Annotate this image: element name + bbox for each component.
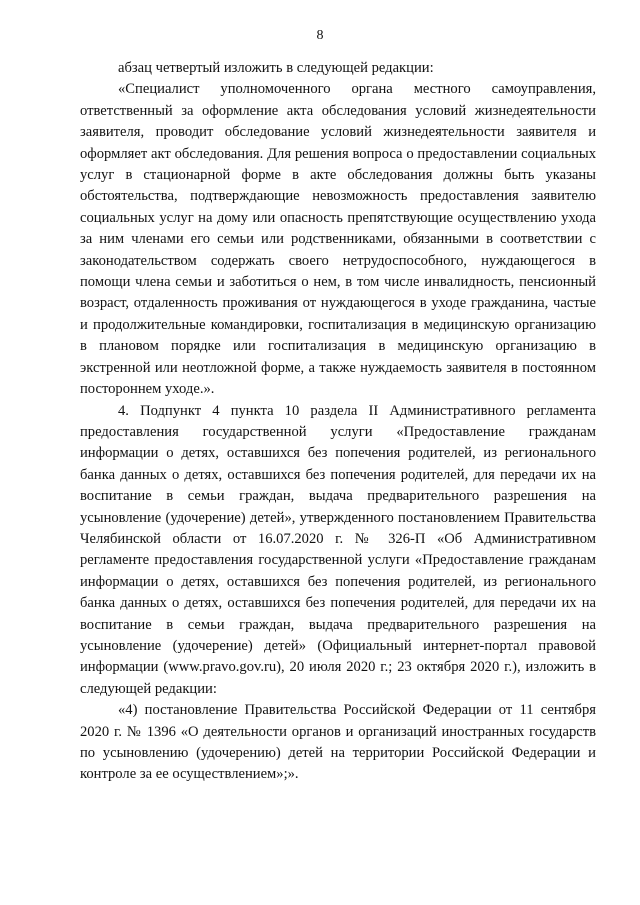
paragraph-quote-resolution: «4) постановление Правительства Российской Федерации от 11 сентября 2020 г. № 1396 «О деятельности органов и организаций иностранных государств по усыновлению (удочерению) детей на территории Российской Федерации и контроле за ее осуществлением»;». [80,702,596,783]
document-body [80,58,596,786]
paragraph-intro: абзац четвертый изложить в следующей редакции: [118,60,434,76]
paragraph-item-4: 4. Подпункт 4 пункта 10 раздела II Административного регламента предоставления государственной услуги «Предоставление гражданам информации о детях, оставшихся без попечения родителей, из регионального банка данных о детях, оставшихся без попечения родителей, для передачи их на воспитание в семьи граждан, выдача предварительного разрешения на усыновление (удочерение) детей», утвержденного постановлением Правительства Челябинской области от 16.07.2020 г. № 326-П «Об Административном регламенте предоставления государственной услуги «Предоставление гражданам информации о детях, оставшихся без попечения родителей, из регионального банка данных о детях, оставшихся без попечения родителей, для передачи их на воспитание в семьи граждан, выдача предварительного разрешения на усыновление (удочерение) детей» (Официальный интернет-портал правовой информации (www.pravo.gov.ru), 20 июля 2020 г.; 23 октября 2020 г.), изложить в следующей редакции: [80,402,596,697]
page-number: 8 [316,28,324,43]
paragraph-quote-specialist: «Специалист уполномоченного органа местного самоуправления, ответственный за оформление акта обследования условий жизнедеятельности заявителя, проводит обследование условий жизнедеятельности заявителя и оформляет акт обследования. Для решения вопроса о предоставлении социальных услуг в стационарной форме в акте обследования должны быть указаны обстоятельства, подтверждающие невозможность предоставления заявителю социальных услуг на дому или опасность препятствующие осуществлению ухода за ним членами его семьи или родственниками, обязанными в соответствии с законодательством содержать своего нетрудоспособного, нуждающегося в помощи члена семьи и заботиться о нем, в том числе инвалидность, пенсионный возраст, отдаленность проживания от нуждающегося в уходе гражданина, частые и продолжительные командировки, госпитализация в медицинскую организацию в плановом порядке или госпитализация в медицинскую организацию в экстренной или неотложной форме, а также нуждаемость заявителя в постоянном постороннем уходе.». [80,81,596,398]
